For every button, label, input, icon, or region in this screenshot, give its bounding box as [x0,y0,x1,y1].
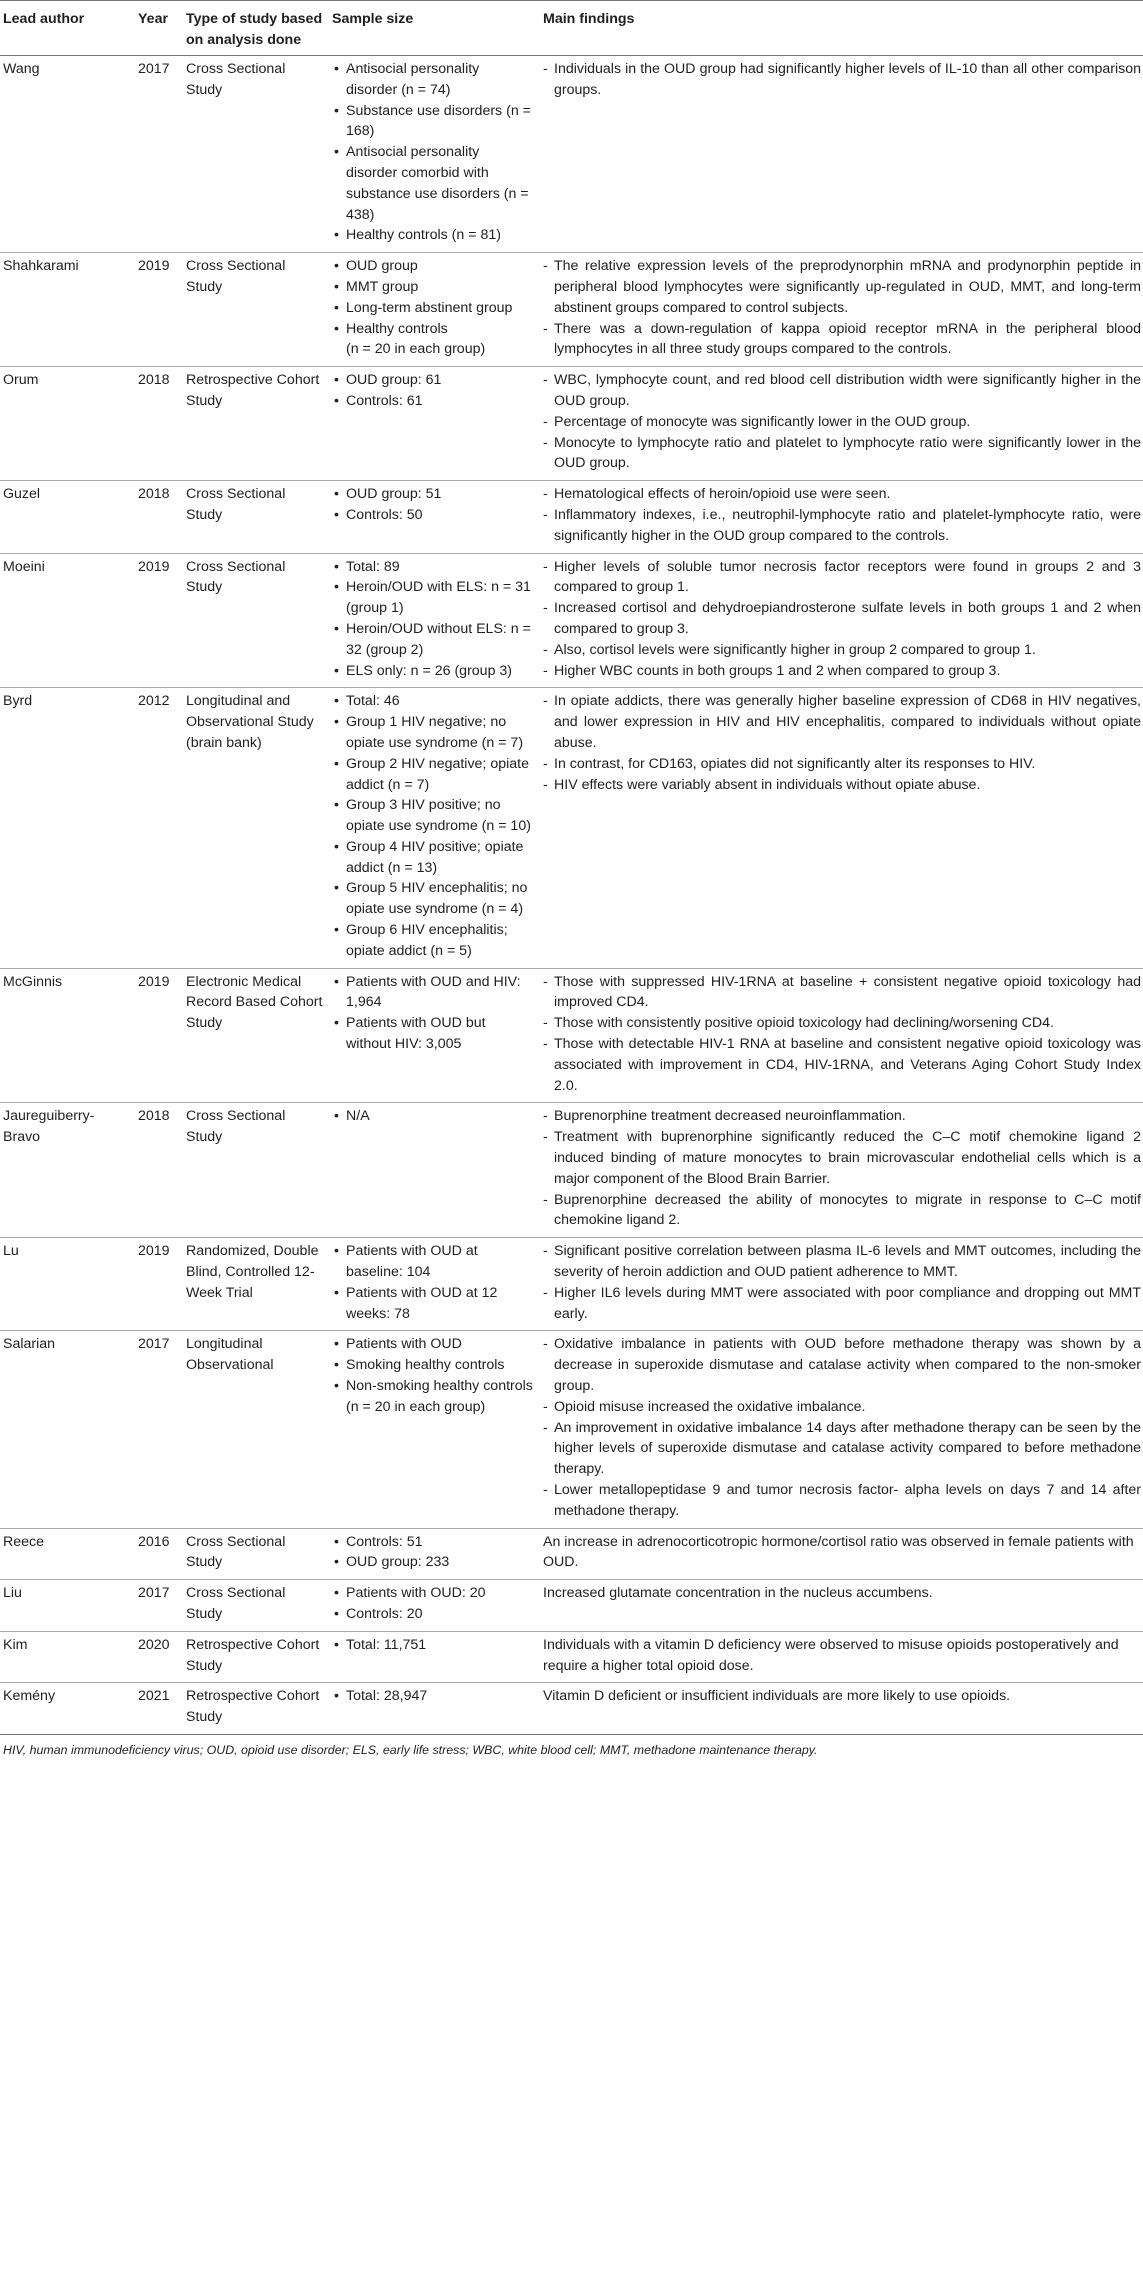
lead-author-cell: Reece [0,1528,135,1580]
findings-list [543,370,1141,474]
sample-item: • Patients with OUD [332,1334,534,1355]
finding-item: - Also, cortisol levels were significantly higher in group 2 compared to group 1. [543,640,1141,661]
sample-item: • Group 2 HIV negative; opiate addict (n = 7) [332,754,534,796]
sample-item: • Substance use disorders (n = 168) [332,101,534,143]
finding-text: An increase in adrenocorticotropic hormone/cortisol ratio was observed in female patients with OUD. [543,1533,1134,1571]
lead-author-cell: Salarian [0,1331,135,1528]
sample-list [332,691,534,961]
finding-item: - Those with suppressed HIV-1RNA at baseline + consistent negative opioid toxicology had improved CD4. [543,972,1141,1014]
table-body [0,56,1143,1735]
lead-author-cell: Wang [0,56,135,253]
finding-text: Vitamin D deficient or insufficient individuals are more likely to use opioids. [543,1688,1011,1705]
study-type-cell: Retrospective Cohort Study [183,1631,329,1683]
sample-size-cell [329,1528,540,1580]
table-row [0,367,1143,481]
study-type-cell: Retrospective Cohort Study [183,367,329,481]
sample-item: • Patients with OUD but without HIV: 3,005 [332,1013,534,1055]
lead-author-cell: McGinnis [0,968,135,1103]
lead-author-cell: Jaureguiberry-Bravo [0,1103,135,1238]
sample-size-cell [329,367,540,481]
findings-list [543,1334,1141,1521]
main-findings-cell [540,253,1143,367]
sample-item: • OUD group [332,256,534,277]
study-type-cell: Cross Sectional Study [183,1103,329,1238]
sample-list [332,1532,534,1574]
table-row [0,1238,1143,1331]
table-row [0,968,1143,1103]
header-main-findings: Main findings [540,1,1143,56]
finding-item: - In opiate addicts, there was generally higher baseline expression of CD68 in HIV negatives, and lower expression in HIV and HIV encephalitis, compared to individuals without opiate abuse. [543,691,1141,753]
sample-item: • Antisocial personality disorder comorbid with substance use disorders (n = 438) [332,142,534,225]
findings-list [543,691,1141,795]
sample-size-cell [329,553,540,688]
sample-item: • OUD group: 61 [332,370,534,391]
finding-item: - In contrast, for CD163, opiates did not significantly alter its responses to HIV. [543,754,1141,775]
sample-list [332,1106,534,1127]
findings-list [543,256,1141,360]
sample-item: • Heroin/OUD without ELS: n = 32 (group 2) [332,619,534,661]
finding-item: - Treatment with buprenorphine significantly reduced the C–C motif chemokine ligand 2 induced binding of mature monocytes to brain microvascular endothelial cells which is a major component of the Blood Brain Barrier. [543,1127,1141,1189]
sample-list [332,1241,534,1324]
finding-item: - The relative expression levels of the preprodynorphin mRNA and prodynorphin peptide in peripheral blood lymphocytes were significantly up-regulated in OUD, MMT, and long-term abstinent groups compared to control subjects. [543,256,1141,318]
year-cell: 2016 [135,1528,183,1580]
sample-list [332,59,534,246]
sample-size-cell [329,56,540,253]
study-type-cell: Cross Sectional Study [183,56,329,253]
sample-item: • MMT group [332,277,534,298]
sample-item: • Smoking healthy controls [332,1355,534,1376]
sample-size-cell [329,1631,540,1683]
finding-item: - Higher levels of soluble tumor necrosis factor receptors were found in groups 2 and 3 compared to group 1. [543,557,1141,599]
sample-size-cell [329,1103,540,1238]
year-cell: 2020 [135,1631,183,1683]
main-findings-cell [540,1238,1143,1331]
header-lead-author: Lead author [0,1,135,56]
finding-item: - Monocyte to lymphocyte ratio and platelet to lymphocyte ratio were significantly lower in the OUD group. [543,433,1141,475]
sample-item: • Total: 46 [332,691,534,712]
sample-item: • Controls: 61 [332,391,534,412]
header-year: Year [135,1,183,56]
sample-item: • Healthy controls (n = 20 in each group) [332,319,534,361]
table-row [0,253,1143,367]
sample-item: • OUD group: 233 [332,1552,534,1573]
finding-item: - Increased cortisol and dehydroepiandrosterone sulfate levels in both groups 1 and 2 when compared to group 3. [543,598,1141,640]
main-findings-cell [540,1580,1143,1632]
year-cell: 2021 [135,1683,183,1735]
finding-item: - Buprenorphine treatment decreased neuroinflammation. [543,1106,1141,1127]
findings-list [543,1106,1141,1231]
table-row [0,56,1143,253]
header-sample-size: Sample size [329,1,540,56]
sample-item: • Antisocial personality disorder (n = 74) [332,59,534,101]
sample-list [332,1635,534,1656]
table-row [0,1580,1143,1632]
sample-item: • Group 4 HIV positive; opiate addict (n = 13) [332,837,534,879]
lead-author-cell: Kim [0,1631,135,1683]
sample-item: • Patients with OUD at 12 weeks: 78 [332,1283,534,1325]
finding-text: Increased glutamate concentration in the nucleus accumbens. [543,1585,933,1602]
table-row [0,481,1143,553]
sample-item: • ELS only: n = 26 (group 3) [332,661,534,682]
findings-list [543,59,1141,101]
header-study-type: Type of study based on analysis done [183,1,329,56]
sample-item: • Total: 89 [332,557,534,578]
main-findings-cell [540,553,1143,688]
sample-list [332,557,534,682]
sample-item: • Long-term abstinent group [332,298,534,319]
study-type-cell: Cross Sectional Study [183,1528,329,1580]
table-row [0,553,1143,688]
sample-item: • Patients with OUD: 20 [332,1583,534,1604]
sample-size-cell [329,1580,540,1632]
finding-item: - Percentage of monocyte was significantly lower in the OUD group. [543,412,1141,433]
sample-item: • Patients with OUD at baseline: 104 [332,1241,534,1283]
year-cell: 2012 [135,688,183,968]
year-cell: 2019 [135,553,183,688]
sample-list [332,972,534,1055]
sample-item: • Non-smoking healthy controls (n = 20 in each group) [332,1376,534,1418]
main-findings-cell [540,1631,1143,1683]
main-findings-cell [540,1331,1143,1528]
year-cell: 2019 [135,1238,183,1331]
study-type-cell: Longitudinal and Observational Study (brain bank) [183,688,329,968]
finding-item: - Opioid misuse increased the oxidative imbalance. [543,1397,1141,1418]
lead-author-cell: Moeini [0,553,135,688]
sample-size-cell [329,1238,540,1331]
study-type-cell: Retrospective Cohort Study [183,1683,329,1735]
sample-list [332,370,534,412]
finding-item: - There was a down-regulation of kappa opioid receptor mRNA in the peripheral blood lymphocytes in all three study groups compared to the controls. [543,319,1141,361]
sample-item: • Group 1 HIV negative; no opiate use syndrome (n = 7) [332,712,534,754]
year-cell: 2018 [135,1103,183,1238]
table-row [0,688,1143,968]
year-cell: 2018 [135,367,183,481]
main-findings-cell [540,1103,1143,1238]
finding-item: - Those with consistently positive opioid toxicology had declining/worsening CD4. [543,1013,1141,1034]
study-type-cell: Electronic Medical Record Based Cohort Study [183,968,329,1103]
sample-item: • Healthy controls (n = 81) [332,225,534,246]
sample-item: • Controls: 20 [332,1604,534,1625]
sample-size-cell [329,688,540,968]
sample-item: • OUD group: 51 [332,484,534,505]
main-findings-cell [540,367,1143,481]
findings-list [543,484,1141,546]
study-type-cell: Cross Sectional Study [183,1580,329,1632]
lead-author-cell: Liu [0,1580,135,1632]
study-type-cell: Randomized, Double Blind, Controlled 12-Week Trial [183,1238,329,1331]
table-row [0,1631,1143,1683]
year-cell: 2019 [135,253,183,367]
sample-item: • Group 3 HIV positive; no opiate use syndrome (n = 10) [332,795,534,837]
finding-item: - Those with detectable HIV-1 RNA at baseline and consistent negative opioid toxicology was associated with improvement in CD4, HIV-1RNA, and Veterans Aging Cohort Study Index 2.0. [543,1034,1141,1096]
year-cell: 2019 [135,968,183,1103]
sample-list [332,256,534,360]
main-findings-cell [540,1528,1143,1580]
sample-item: • Total: 28,947 [332,1686,534,1707]
sample-list [332,1334,534,1417]
year-cell: 2017 [135,1580,183,1632]
finding-item: - Higher WBC counts in both groups 1 and 2 when compared to group 3. [543,661,1141,682]
year-cell: 2018 [135,481,183,553]
sample-item: • Group 6 HIV encephalitis; opiate addict (n = 5) [332,920,534,962]
finding-item: - Significant positive correlation between plasma IL-6 levels and MMT outcomes, including the severity of heroin addiction and OUD patient adherence to MMT. [543,1241,1141,1283]
sample-size-cell [329,253,540,367]
table-row [0,1103,1143,1238]
study-type-cell: Longitudinal Observational [183,1331,329,1528]
table-row [0,1528,1143,1580]
finding-item: - WBC, lymphocyte count, and red blood cell distribution width were significantly higher in the OUD group. [543,370,1141,412]
finding-item: - Individuals in the OUD group had significantly higher levels of IL-10 than all other comparison groups. [543,59,1141,101]
table-footnote: HIV, human immunodeficiency virus; OUD, opioid use disorder; ELS, early life stress; WBC, white blood cell; MMT, methadone maintenance therapy. [3,1742,818,1757]
findings-list [543,972,1141,1097]
lead-author-cell: Shahkarami [0,253,135,367]
finding-item: - Oxidative imbalance in patients with OUD before methadone therapy was shown by a decrease in superoxide dismutase and catalase activity when compared to the non-smoker group. [543,1334,1141,1396]
sample-size-cell [329,481,540,553]
lead-author-cell: Byrd [0,688,135,968]
finding-item: - Lower metallopeptidase 9 and tumor necrosis factor- alpha levels on days 7 and 14 after methadone therapy. [543,1480,1141,1522]
year-cell: 2017 [135,1331,183,1528]
finding-item: - HIV effects were variably absent in individuals without opiate abuse. [543,775,1141,796]
sample-list [332,1686,534,1707]
study-type-cell: Cross Sectional Study [183,553,329,688]
sample-item: • Heroin/OUD with ELS: n = 31 (group 1) [332,577,534,619]
finding-item: - Higher IL6 levels during MMT were associated with poor compliance and dropping out MMT early. [543,1283,1141,1325]
main-findings-cell [540,1683,1143,1735]
sample-item: • Group 5 HIV encephalitis; no opiate use syndrome (n = 4) [332,878,534,920]
header-row [0,1,1143,56]
sample-size-cell [329,1331,540,1528]
lead-author-cell: Guzel [0,481,135,553]
finding-item: - Hematological effects of heroin/opioid use were seen. [543,484,1141,505]
table-row [0,1683,1143,1735]
lead-author-cell: Kemény [0,1683,135,1735]
lead-author-cell: Lu [0,1238,135,1331]
main-findings-cell [540,56,1143,253]
sample-item: • Controls: 50 [332,505,534,526]
sample-item: • N/A [332,1106,534,1127]
sample-list [332,484,534,526]
finding-text: Individuals with a vitamin D deficiency were observed to misuse opioids postoperatively and require a higher total opioid dose. [543,1636,1119,1674]
finding-item: - Buprenorphine decreased the ability of monocytes to migrate in response to C–C motif chemokine ligand 2. [543,1190,1141,1232]
sample-list [332,1583,534,1625]
sample-size-cell [329,968,540,1103]
findings-list [543,1241,1141,1324]
year-cell: 2017 [135,56,183,253]
findings-list [543,557,1141,682]
sample-size-cell [329,1683,540,1735]
main-findings-cell [540,688,1143,968]
table-row [0,1331,1143,1528]
sample-item: • Controls: 51 [332,1532,534,1553]
sample-item: • Patients with OUD and HIV: 1,964 [332,972,534,1014]
main-findings-cell [540,968,1143,1103]
study-type-cell: Cross Sectional Study [183,253,329,367]
finding-item: - An improvement in oxidative imbalance 14 days after methadone therapy can be seen by the higher levels of superoxide dismutase and catalase activity compared to before methadone therapy. [543,1418,1141,1480]
main-findings-cell [540,481,1143,553]
study-type-cell: Cross Sectional Study [183,481,329,553]
lead-author-cell: Orum [0,367,135,481]
finding-item: - Inflammatory indexes, i.e., neutrophil-lymphocyte ratio and platelet-lymphocyte ratio, were significantly higher in the OUD group compared to the controls. [543,505,1141,547]
sample-item: • Total: 11,751 [332,1635,534,1656]
